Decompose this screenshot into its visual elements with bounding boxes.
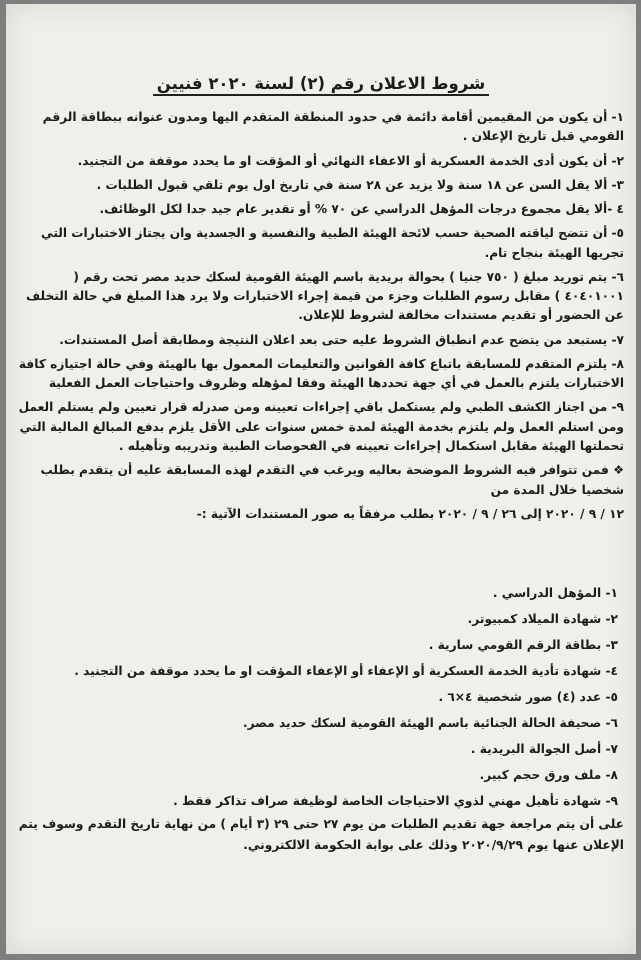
document-item: ١- المؤهل الدراسي . [492,586,618,600]
conditions-list [18,108,624,529]
condition-item: ٩- من اجتاز الكشف الطبي ولم يستكمل باقي إجراءات تعيينه ومن صدرله قرار تعيين ولم يستلم العمل ومن استلم العمل ولم يلتزم بخدمة الهيئة لمدة خمس سنوات على الأقل يلزم بدفع المبالغ المالية التي تحملتها الهيئة مقابل استكمال إجراءات تعيينه في الفحوصات الطبية وتدريبه وتأهيله . [18,400,624,453]
document-item: ٨- ملف ورق حجم كبير. [479,768,618,782]
document-item: ٤- شهادة تأدية الخدمة العسكرية أو الإعفاء أو الإعفاء المؤقت او ما يحدد موقفة من التجنيد . [74,664,618,678]
document-item: ٧- أصل الجوالة البريدية . [470,742,618,756]
document-title [6,74,636,93]
document-item: ٥- عدد (٤) صور شخصية ٤×٦ . [438,690,618,704]
condition-item: ١- أن يكون من المقيمين أقامة دائمة في حدود المنطقة المتقدم اليها ومدون عنوانه ببطاقة الرقم القومي قبل تاريخ الإعلان . [42,110,624,144]
condition-item: ٧- يستبعد من يتضح عدم انطباق الشروط عليه حتى بعد اعلان النتيجة ومطابقة أصل المستندات. [59,332,624,347]
condition-item: ٢- أن يكون أدى الخدمة العسكرية أو الاعفاء النهائي أو المؤقت او ما يحدد موقفة من التجنيد. [77,153,624,168]
closing-text: على أن يتم مراجعة جهة تقديم الطلبات من يوم ٢٧ حتى ٢٩ (٣ أيام ) من نهاية تاريخ التقدم وسوف يتم الإعلان عنها يوم ٢٠٢٠/٩/٢٩ وذلك على بوابة الحكومة الالكتروني. [18,817,624,853]
condition-item: ٣- ألا يقل السن عن ١٨ سنة ولا يزيد عن ٢٨ سنة في تاريخ اول يوم تلقي قبول الطلبات . [96,177,624,192]
condition-item: ٨- يلتزم المتقدم للمسابقة باتباع كافة القوانين والتعليمات المعمول بها بالهيئة وفي حالة اجتيازه كافة الاختبارات يلتزم بالعمل في أي جهة تحددها الهيئة وفقا لمؤهله وظروف واحتياجات العمل الفعلية [18,356,624,391]
condition-item: ٦- يتم توريد مبلغ ( ٧٥٠ جنيا ) بحوالة بريدية باسم الهيئة القومية لسكك حديد مصر تحت رقم ( ٤٠٤٠١٠٠١ ) مقابل رسوم الطلبات وجزء من قيمة إجراء الاختبارات ولا يرد هذا المبلغ في حالة التخلف عن الحضور أو تقديم مستندات مخالفة لشروط للإعلان. [25,269,624,323]
required-documents-list [26,580,618,814]
document-item: ٣- بطاقة الرقم القومي سارية . [428,638,618,652]
condition-item: ٥- أن تتضح لياقته الصحية حسب لائحة الهيئة الطبية والنفسية و الجسدية وان يجتاز الاختبارات التي تجريها الهيئة بنجاح تام. [41,226,624,260]
document-item: ٦- صحيفة الحالة الجنائية باسم الهيئة القومية لسكك حديد مصر. [242,716,618,730]
document-page [6,4,636,954]
document-item: ٢- شهادة الميلاد كمبيوتر. [467,612,618,626]
document-item: ٩- شهادة تأهيل مهني لذوي الاحتياجات الخاصة لوظيفة صراف تذاكر فقط . [173,794,618,808]
title-text: شروط الاعلان رقم (٢) لسنة ٢٠٢٠ فنيين [153,74,489,96]
condition-item: ٤ -ألا يقل مجموع درجات المؤهل الدراسي عن ٧٠ % أو تقدير عام جيد جدا لكل الوظائف. [99,202,624,217]
application-dates: ١٢ / ٩ / ٢٠٢٠ إلى ٢٦ / ٩ / ٢٠٢٠ بطلب مرفقاً به صور المستندات الآتية :- [196,506,624,521]
closing-paragraph [18,814,624,861]
application-note: ❖ فمن تتوافر فيه الشروط الموضحة بعاليه ويرغب في التقدم لهذه المسابقة عليه أن يتقدم بطلب شخصيا خلال المدة من [40,463,624,497]
